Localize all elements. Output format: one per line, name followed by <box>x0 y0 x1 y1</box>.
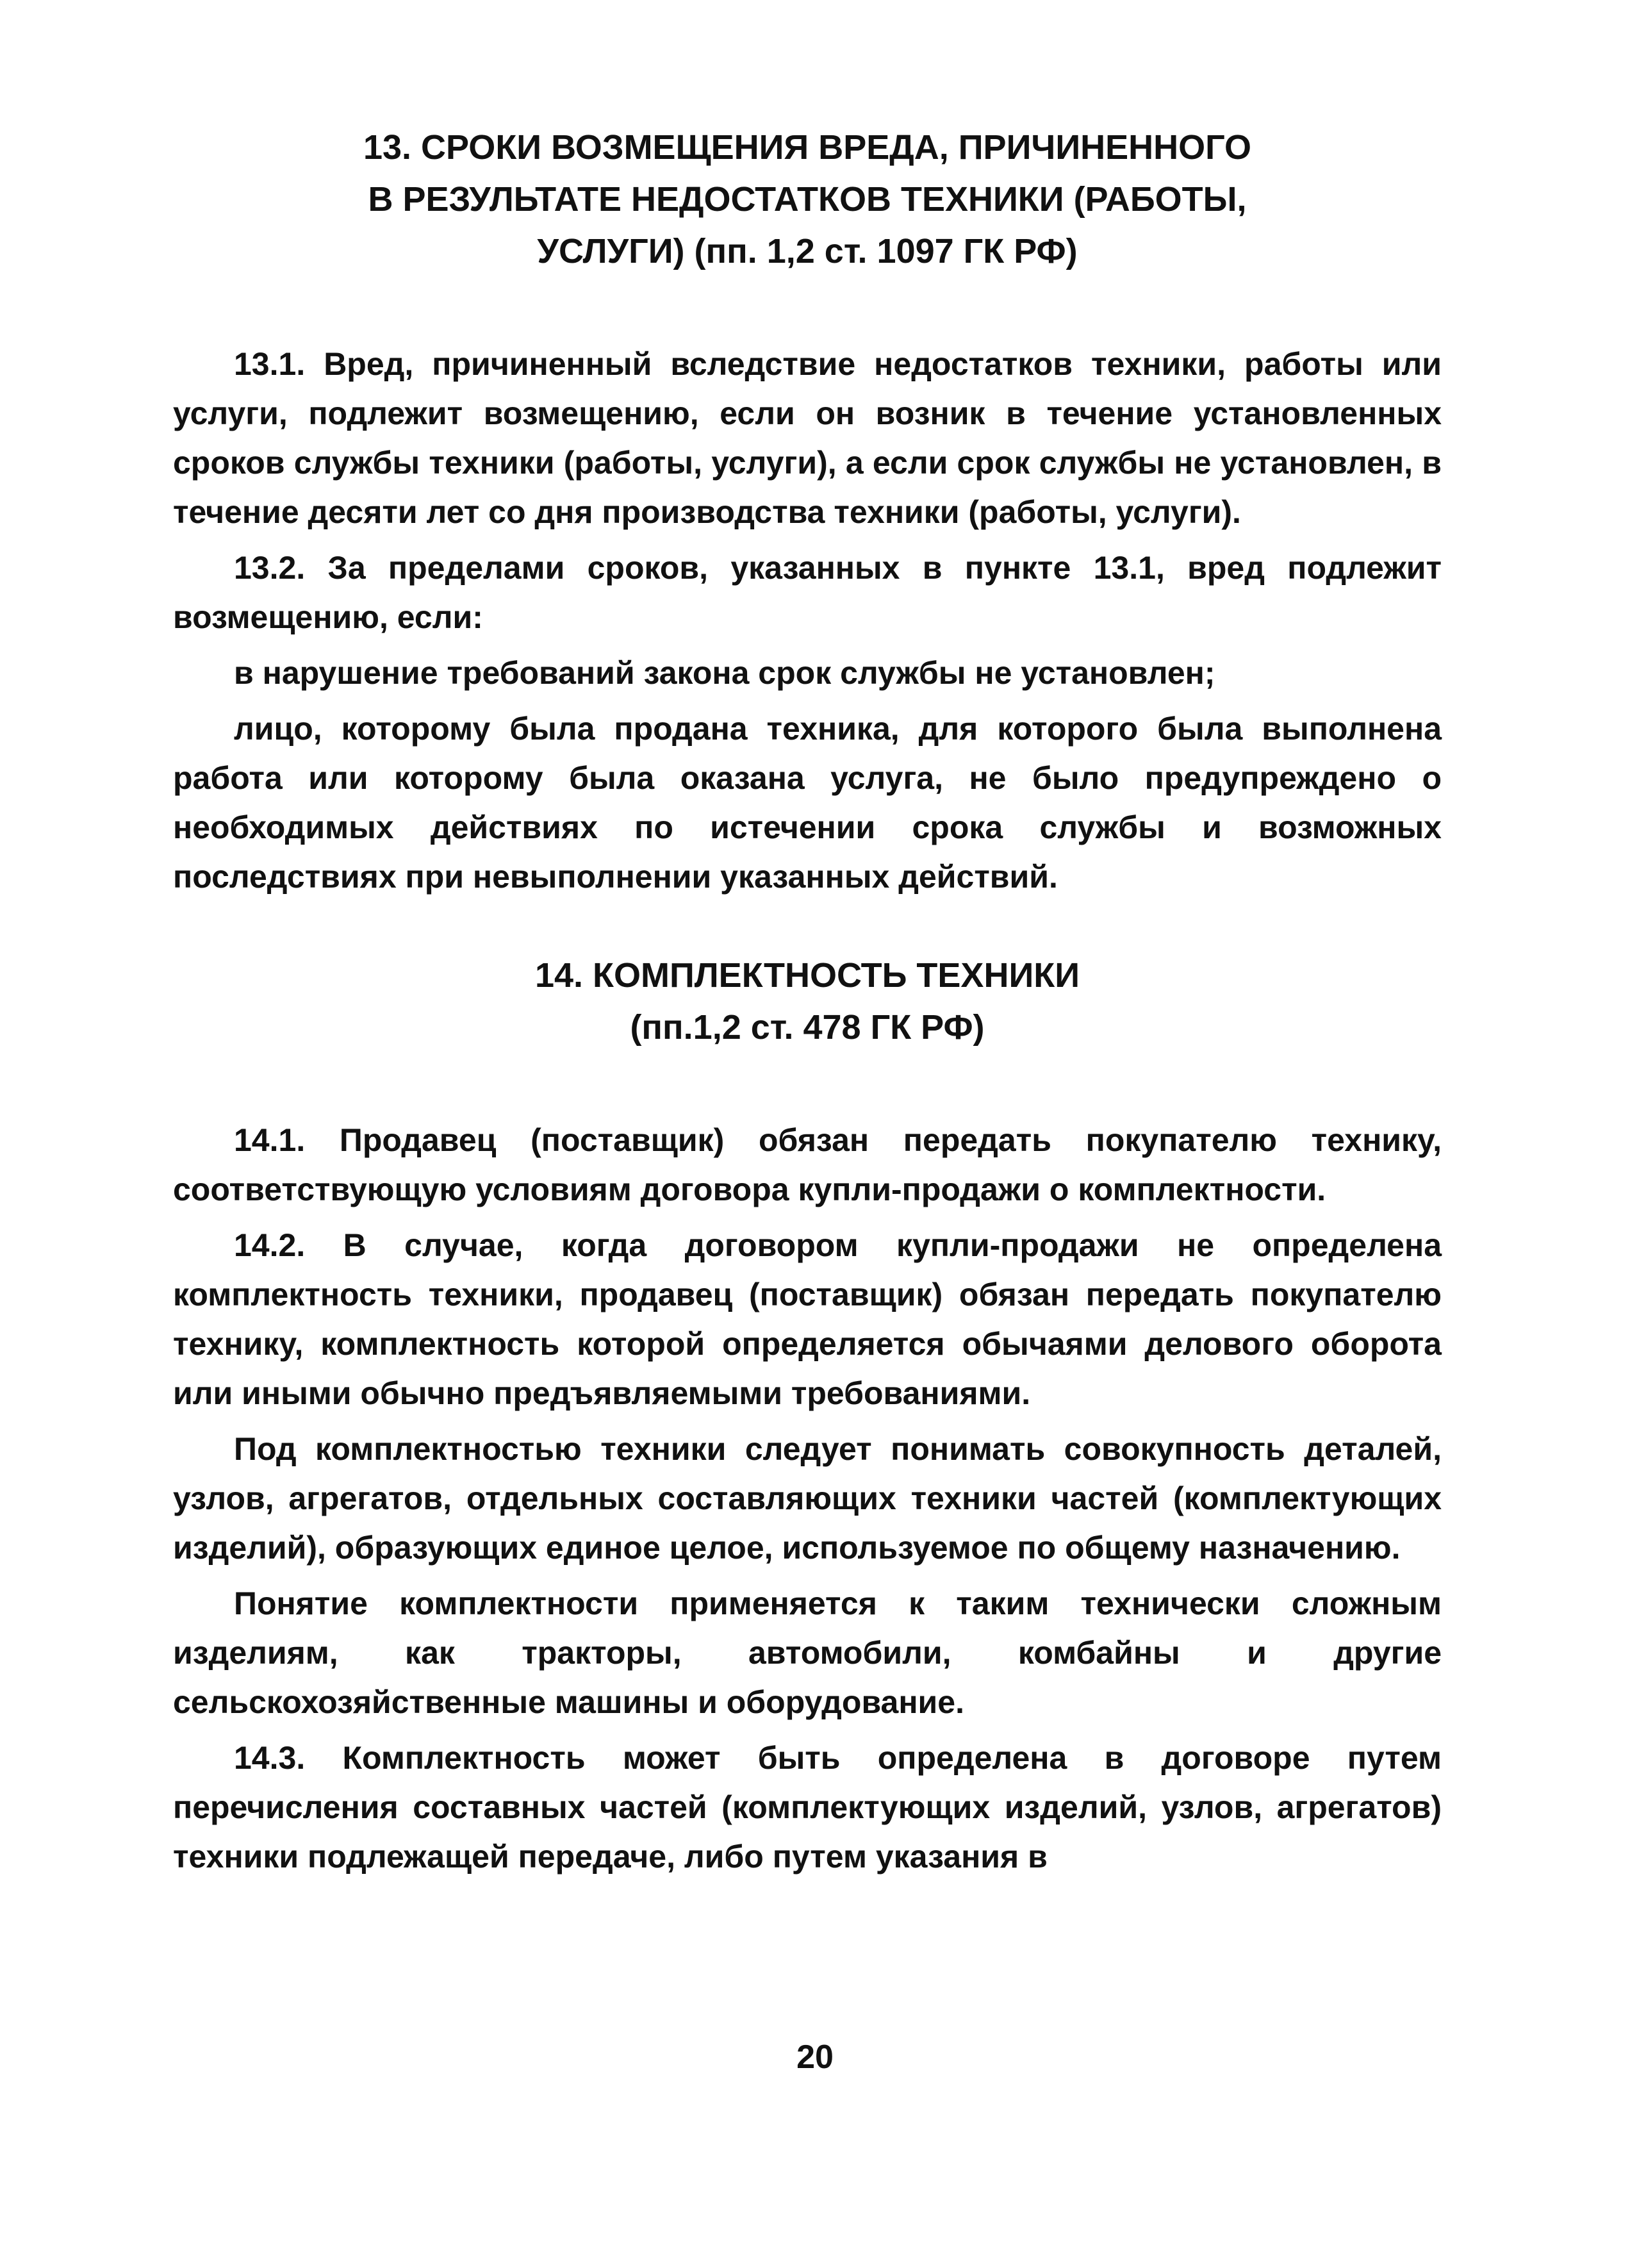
paragraph-14-1: 14.1. Продавец (поставщик) обязан передать покупателю технику, соответствующую условиям договора купли-продажи о комплектности. <box>173 1122 1442 1207</box>
section-14 <box>173 950 1442 1882</box>
paragraph-13-1: 13.1. Вред, причиненный вследствие недостатков техники, работы или услуги, подлежит возмещению, если он возник в течение установленных сроков службы техники (работы, услуги), а если срок службы не установлен, в течение десяти лет со дня производства техники (работы, услуги). <box>173 346 1442 530</box>
heading-line: УСЛУГИ) (пп. 1,2 ст. 1097 ГК РФ) <box>537 232 1078 270</box>
page-number: 20 <box>796 2039 834 2076</box>
paragraph-14-2-definition: Под комплектностью техники следует понимать совокупность деталей, узлов, агрегатов, отдельных составляющих техники частей (комплектующих изделий), образующих единое целое, используемое по общему назначению. <box>173 1431 1442 1566</box>
paragraph-13-2: 13.2. За пределами сроков, указанных в пункте 13.1, вред подлежит возмещению, если: <box>173 550 1442 635</box>
section-13 <box>173 122 1442 902</box>
heading-line: (пп.1,2 ст. 478 ГК РФ) <box>630 1008 985 1047</box>
document-page <box>173 122 1442 2173</box>
heading-line: 14. КОМПЛЕКТНОСТЬ ТЕХНИКИ <box>534 956 1080 995</box>
section-14-heading <box>173 950 1442 1054</box>
paragraph-14-2: 14.2. В случае, когда договором купли-продажи не определена комплектность техники, продавец (поставщик) обязан передать покупателю технику, комплектность которой определяется обычаями делового оборота или иными обычно предъявляемыми требованиями. <box>173 1227 1442 1411</box>
paragraph-13-2-item-2: лицо, которому была продана техника, для которого была выполнена работа или которому была оказана услуга, не было предупреждено о необходимых действиях по истечении срока службы и возможных последствиях при невыполнении указанных действий. <box>173 711 1442 895</box>
heading-line: 13. СРОКИ ВОЗМЕЩЕНИЯ ВРЕДА, ПРИЧИНЕННОГО <box>363 128 1252 167</box>
paragraph-14-3: 14.3. Комплектность может быть определена в договоре путем перечисления составных частей (комплектующих изделий, узлов, агрегатов) техники подлежащей передаче, либо путем указания в <box>173 1740 1442 1875</box>
section-13-heading <box>173 122 1442 277</box>
heading-line: В РЕЗУЛЬТАТЕ НЕДОСТАТКОВ ТЕХНИКИ (РАБОТЫ, <box>368 180 1247 219</box>
paragraph-14-2-scope: Понятие комплектности применяется к таким технически сложным изделиям, как тракторы, автомобили, комбайны и другие сельскохозяйственные машины и оборудование. <box>173 1585 1442 1720</box>
paragraph-13-2-item-1: в нарушение требований закона срок службы не установлен; <box>234 655 1215 691</box>
